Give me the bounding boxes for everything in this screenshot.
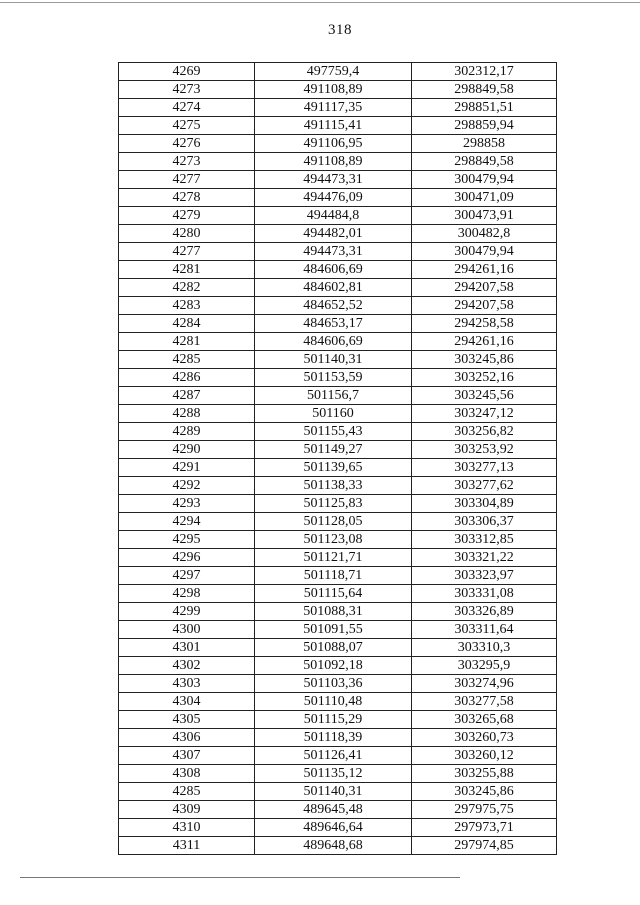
top-edge-rule — [0, 2, 640, 3]
x-coordinate-cell: 497759,4 — [255, 63, 412, 81]
x-coordinate-cell: 501140,31 — [255, 783, 412, 801]
table-row — [119, 81, 557, 99]
point-number-cell: 4282 — [119, 279, 255, 297]
y-coordinate-cell: 298859,94 — [412, 117, 557, 135]
x-coordinate-cell: 489645,48 — [255, 801, 412, 819]
point-number-cell: 4284 — [119, 315, 255, 333]
table-row — [119, 585, 557, 603]
point-number-cell: 4286 — [119, 369, 255, 387]
table-row — [119, 549, 557, 567]
x-coordinate-cell: 501115,29 — [255, 711, 412, 729]
point-number-cell: 4300 — [119, 621, 255, 639]
coordinates-table — [118, 62, 557, 855]
table-row — [119, 135, 557, 153]
x-coordinate-cell: 494476,09 — [255, 189, 412, 207]
x-coordinate-cell: 501091,55 — [255, 621, 412, 639]
table-row — [119, 333, 557, 351]
table-row — [119, 531, 557, 549]
y-coordinate-cell: 297973,71 — [412, 819, 557, 837]
point-number-cell: 4269 — [119, 63, 255, 81]
y-coordinate-cell: 298849,58 — [412, 81, 557, 99]
x-coordinate-cell: 501110,48 — [255, 693, 412, 711]
y-coordinate-cell: 303260,73 — [412, 729, 557, 747]
table-row — [119, 315, 557, 333]
y-coordinate-cell: 300479,94 — [412, 171, 557, 189]
table-row — [119, 729, 557, 747]
point-number-cell: 4281 — [119, 333, 255, 351]
y-coordinate-cell: 294207,58 — [412, 297, 557, 315]
point-number-cell: 4294 — [119, 513, 255, 531]
x-coordinate-cell: 501160 — [255, 405, 412, 423]
y-coordinate-cell: 298849,58 — [412, 153, 557, 171]
table-row — [119, 171, 557, 189]
x-coordinate-cell: 501118,39 — [255, 729, 412, 747]
table-row — [119, 207, 557, 225]
y-coordinate-cell: 303256,82 — [412, 423, 557, 441]
x-coordinate-cell: 494473,31 — [255, 171, 412, 189]
x-coordinate-cell: 501138,33 — [255, 477, 412, 495]
table-row — [119, 693, 557, 711]
y-coordinate-cell: 303304,89 — [412, 495, 557, 513]
table-row — [119, 279, 557, 297]
point-number-cell: 4296 — [119, 549, 255, 567]
point-number-cell: 4288 — [119, 405, 255, 423]
coordinates-table-body — [119, 63, 557, 855]
table-row — [119, 459, 557, 477]
x-coordinate-cell: 494473,31 — [255, 243, 412, 261]
y-coordinate-cell: 303295,9 — [412, 657, 557, 675]
y-coordinate-cell: 303245,56 — [412, 387, 557, 405]
point-number-cell: 4276 — [119, 135, 255, 153]
table-row — [119, 63, 557, 81]
table-row — [119, 369, 557, 387]
table-row — [119, 801, 557, 819]
table-row — [119, 387, 557, 405]
table-row — [119, 243, 557, 261]
table-row — [119, 639, 557, 657]
x-coordinate-cell: 501115,64 — [255, 585, 412, 603]
point-number-cell: 4273 — [119, 81, 255, 99]
table-row — [119, 405, 557, 423]
point-number-cell: 4275 — [119, 117, 255, 135]
x-coordinate-cell: 489648,68 — [255, 837, 412, 855]
y-coordinate-cell: 303245,86 — [412, 783, 557, 801]
y-coordinate-cell: 303277,58 — [412, 693, 557, 711]
y-coordinate-cell: 294207,58 — [412, 279, 557, 297]
point-number-cell: 4285 — [119, 783, 255, 801]
point-number-cell: 4301 — [119, 639, 255, 657]
y-coordinate-cell: 303331,08 — [412, 585, 557, 603]
y-coordinate-cell: 303321,22 — [412, 549, 557, 567]
y-coordinate-cell: 297974,85 — [412, 837, 557, 855]
point-number-cell: 4273 — [119, 153, 255, 171]
table-row — [119, 567, 557, 585]
y-coordinate-cell: 294261,16 — [412, 261, 557, 279]
y-coordinate-cell: 303306,37 — [412, 513, 557, 531]
point-number-cell: 4295 — [119, 531, 255, 549]
table-row — [119, 153, 557, 171]
table-row — [119, 189, 557, 207]
y-coordinate-cell: 298851,51 — [412, 99, 557, 117]
y-coordinate-cell: 303326,89 — [412, 603, 557, 621]
page-number: 318 — [328, 22, 352, 38]
table-row — [119, 603, 557, 621]
y-coordinate-cell: 303255,88 — [412, 765, 557, 783]
point-number-cell: 4290 — [119, 441, 255, 459]
y-coordinate-cell: 297975,75 — [412, 801, 557, 819]
table-row — [119, 225, 557, 243]
x-coordinate-cell: 494482,01 — [255, 225, 412, 243]
point-number-cell: 4277 — [119, 171, 255, 189]
table-row — [119, 423, 557, 441]
x-coordinate-cell: 501103,36 — [255, 675, 412, 693]
point-number-cell: 4304 — [119, 693, 255, 711]
x-coordinate-cell: 491108,89 — [255, 153, 412, 171]
x-coordinate-cell: 484606,69 — [255, 333, 412, 351]
x-coordinate-cell: 501128,05 — [255, 513, 412, 531]
y-coordinate-cell: 303247,12 — [412, 405, 557, 423]
point-number-cell: 4278 — [119, 189, 255, 207]
x-coordinate-cell: 491117,35 — [255, 99, 412, 117]
point-number-cell: 4291 — [119, 459, 255, 477]
y-coordinate-cell: 303245,86 — [412, 351, 557, 369]
x-coordinate-cell: 501123,08 — [255, 531, 412, 549]
x-coordinate-cell: 491108,89 — [255, 81, 412, 99]
x-coordinate-cell: 484653,17 — [255, 315, 412, 333]
y-coordinate-cell: 303253,92 — [412, 441, 557, 459]
point-number-cell: 4298 — [119, 585, 255, 603]
y-coordinate-cell: 303260,12 — [412, 747, 557, 765]
x-coordinate-cell: 491115,41 — [255, 117, 412, 135]
y-coordinate-cell: 294261,16 — [412, 333, 557, 351]
x-coordinate-cell: 501088,07 — [255, 639, 412, 657]
point-number-cell: 4311 — [119, 837, 255, 855]
y-coordinate-cell: 298858 — [412, 135, 557, 153]
point-number-cell: 4289 — [119, 423, 255, 441]
x-coordinate-cell: 494484,8 — [255, 207, 412, 225]
table-row — [119, 117, 557, 135]
point-number-cell: 4274 — [119, 99, 255, 117]
x-coordinate-cell: 501153,59 — [255, 369, 412, 387]
x-coordinate-cell: 501121,71 — [255, 549, 412, 567]
x-coordinate-cell: 501155,43 — [255, 423, 412, 441]
y-coordinate-cell: 303311,64 — [412, 621, 557, 639]
y-coordinate-cell: 303277,62 — [412, 477, 557, 495]
y-coordinate-cell: 303310,3 — [412, 639, 557, 657]
point-number-cell: 4277 — [119, 243, 255, 261]
y-coordinate-cell: 294258,58 — [412, 315, 557, 333]
y-coordinate-cell: 303252,16 — [412, 369, 557, 387]
point-number-cell: 4308 — [119, 765, 255, 783]
point-number-cell: 4281 — [119, 261, 255, 279]
table-row — [119, 513, 557, 531]
table-row — [119, 747, 557, 765]
y-coordinate-cell: 300479,94 — [412, 243, 557, 261]
point-number-cell: 4280 — [119, 225, 255, 243]
point-number-cell: 4306 — [119, 729, 255, 747]
point-number-cell: 4292 — [119, 477, 255, 495]
table-row — [119, 819, 557, 837]
x-coordinate-cell: 489646,64 — [255, 819, 412, 837]
point-number-cell: 4283 — [119, 297, 255, 315]
y-coordinate-cell: 303323,97 — [412, 567, 557, 585]
point-number-cell: 4305 — [119, 711, 255, 729]
point-number-cell: 4310 — [119, 819, 255, 837]
x-coordinate-cell: 501135,12 — [255, 765, 412, 783]
bottom-edge-rule — [20, 877, 460, 878]
x-coordinate-cell: 484652,52 — [255, 297, 412, 315]
table-row — [119, 99, 557, 117]
x-coordinate-cell: 501140,31 — [255, 351, 412, 369]
point-number-cell: 4293 — [119, 495, 255, 513]
x-coordinate-cell: 501125,83 — [255, 495, 412, 513]
x-coordinate-cell: 484606,69 — [255, 261, 412, 279]
x-coordinate-cell: 501149,27 — [255, 441, 412, 459]
table-row — [119, 351, 557, 369]
table-row — [119, 657, 557, 675]
x-coordinate-cell: 501088,31 — [255, 603, 412, 621]
point-number-cell: 4279 — [119, 207, 255, 225]
y-coordinate-cell: 300482,8 — [412, 225, 557, 243]
x-coordinate-cell: 501139,65 — [255, 459, 412, 477]
table-row — [119, 621, 557, 639]
x-coordinate-cell: 491106,95 — [255, 135, 412, 153]
x-coordinate-cell: 501092,18 — [255, 657, 412, 675]
y-coordinate-cell: 303312,85 — [412, 531, 557, 549]
x-coordinate-cell: 501156,7 — [255, 387, 412, 405]
table-row — [119, 711, 557, 729]
y-coordinate-cell: 302312,17 — [412, 63, 557, 81]
table-row — [119, 837, 557, 855]
point-number-cell: 4297 — [119, 567, 255, 585]
y-coordinate-cell: 303265,68 — [412, 711, 557, 729]
table-row — [119, 477, 557, 495]
table-row — [119, 297, 557, 315]
point-number-cell: 4299 — [119, 603, 255, 621]
point-number-cell: 4303 — [119, 675, 255, 693]
table-row — [119, 675, 557, 693]
y-coordinate-cell: 303274,96 — [412, 675, 557, 693]
x-coordinate-cell: 484602,81 — [255, 279, 412, 297]
point-number-cell: 4302 — [119, 657, 255, 675]
y-coordinate-cell: 300471,09 — [412, 189, 557, 207]
table-row — [119, 495, 557, 513]
point-number-cell: 4285 — [119, 351, 255, 369]
point-number-cell: 4307 — [119, 747, 255, 765]
table-row — [119, 765, 557, 783]
table-row — [119, 441, 557, 459]
point-number-cell: 4287 — [119, 387, 255, 405]
table-row — [119, 783, 557, 801]
y-coordinate-cell: 300473,91 — [412, 207, 557, 225]
y-coordinate-cell: 303277,13 — [412, 459, 557, 477]
point-number-cell: 4309 — [119, 801, 255, 819]
x-coordinate-cell: 501126,41 — [255, 747, 412, 765]
x-coordinate-cell: 501118,71 — [255, 567, 412, 585]
table-row — [119, 261, 557, 279]
